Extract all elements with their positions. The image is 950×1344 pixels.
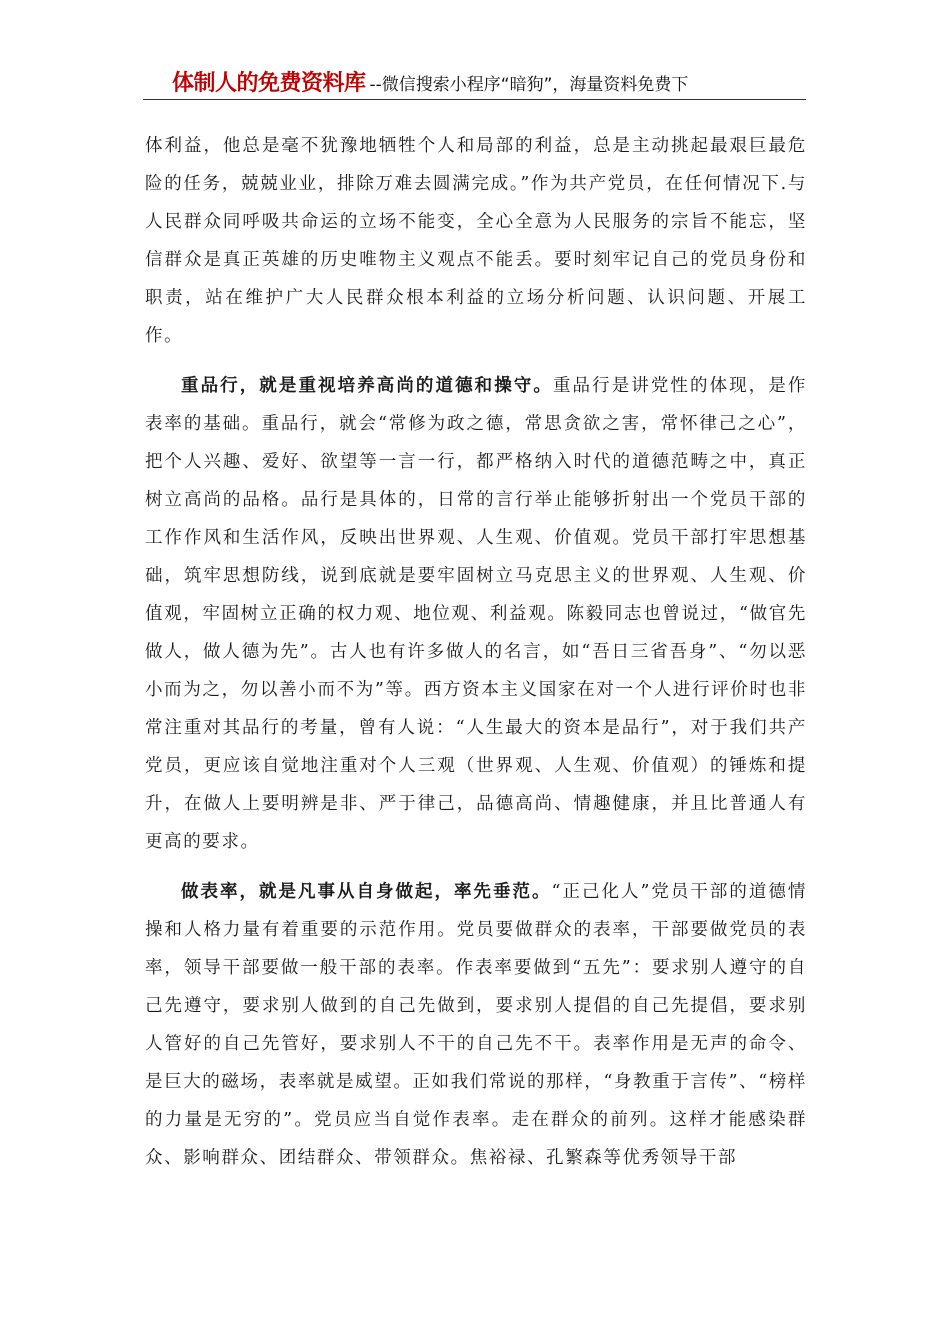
paragraph-role-model <box>145 873 807 1177</box>
paragraph-text: 重品行是讲党性的体现，是作表率的基础。重品行，就会“常修为政之德，常思贪欲之害，常怀律己之心”，把个人兴趣、爱好、欲望等一言一行，都严格纳入时代的道德范畴之中，真正树立高尚的品格。品行是具体的，日常的言行举止能够折射出一个党员干部的工作作风和生活作风，反映出世界观、人生观、价值观。党员干部打牢思想基础，筑牢思想防线，说到底就是要牢固树立马克思主义的世界观、人生观、价值观，牢固树立正确的权力观、地位观、利益观。陈毅同志也曾说过，“做官先做人，做人德为先”。古人也有许多做人的名言，如“吾日三省吾身”、“勿以恶小而为之，勿以善小而不为”等。西方资本主义国家在对一个人进行评价时也非常注重对其品行的考量，曾有人说：“人生最大的资本是品行”，对于我们共产党员，更应该自觉地注重对个人三观（世界观、人生观、价值观）的锤炼和提升，在做人上要明辨是非、严于律己，品德高尚、情趣健康，并且比普通人有更高的要求。 <box>145 376 807 852</box>
paragraph-moral-conduct <box>145 367 807 861</box>
header-tagline: --微信搜索小程序“暗狗”，海量资料免费下 <box>369 75 689 95</box>
paragraph-text: “正己化人”党员干部的道德情操和人格力量有着重要的示范作用。党员要做群众的表率，干部要做党员的表率，领导干部要做一般干部的表率。作表率要做到“五先”：要求别人遵守的自己先遵守，要求别人做到的自己先做到，要求别人提倡的自己先提倡，要求别人管好的自己先管好，要求别人不干的自己先不干。表率作用是无声的命令、是巨大的磁场，表率就是威望。正如我们常说的那样，“身教重于言传”、“榜样的力量是无穷的”。党员应当自觉作表率。走在群众的前列。这样才能感染群众、影响群众、团结群众、带领群众。焦裕禄、孔繁森等优秀领导干部 <box>145 882 807 1168</box>
page-header <box>172 66 806 100</box>
document-body <box>145 127 807 1177</box>
header-brand: 体制人的免费资料库 <box>172 71 366 96</box>
paragraph-lead: 做表率，就是凡事从自身做起，率先垂范。 <box>181 882 552 902</box>
paragraph-text: 体利益，他总是毫不犹豫地牺牲个人和局部的利益，总是主动挑起最艰巨最危险的任务，兢兢业业，排除万难去圆满完成。”作为共产党员，在任何情况下.与人民群众同呼吸共命运的立场不能变，全心全意为人民服务的宗旨不能忘，坚信群众是真正英雄的历史唯物主义观点不能丢。要时刻牢记自己的党员身份和职责，站在维护广大人民群众根本利益的立场分析问题、认识问题、开展工作。 <box>145 136 807 346</box>
paragraph-lead: 重品行，就是重视培养高尚的道德和操守。 <box>181 376 553 396</box>
paragraph-continuation <box>145 127 807 355</box>
header-divider <box>143 99 806 100</box>
